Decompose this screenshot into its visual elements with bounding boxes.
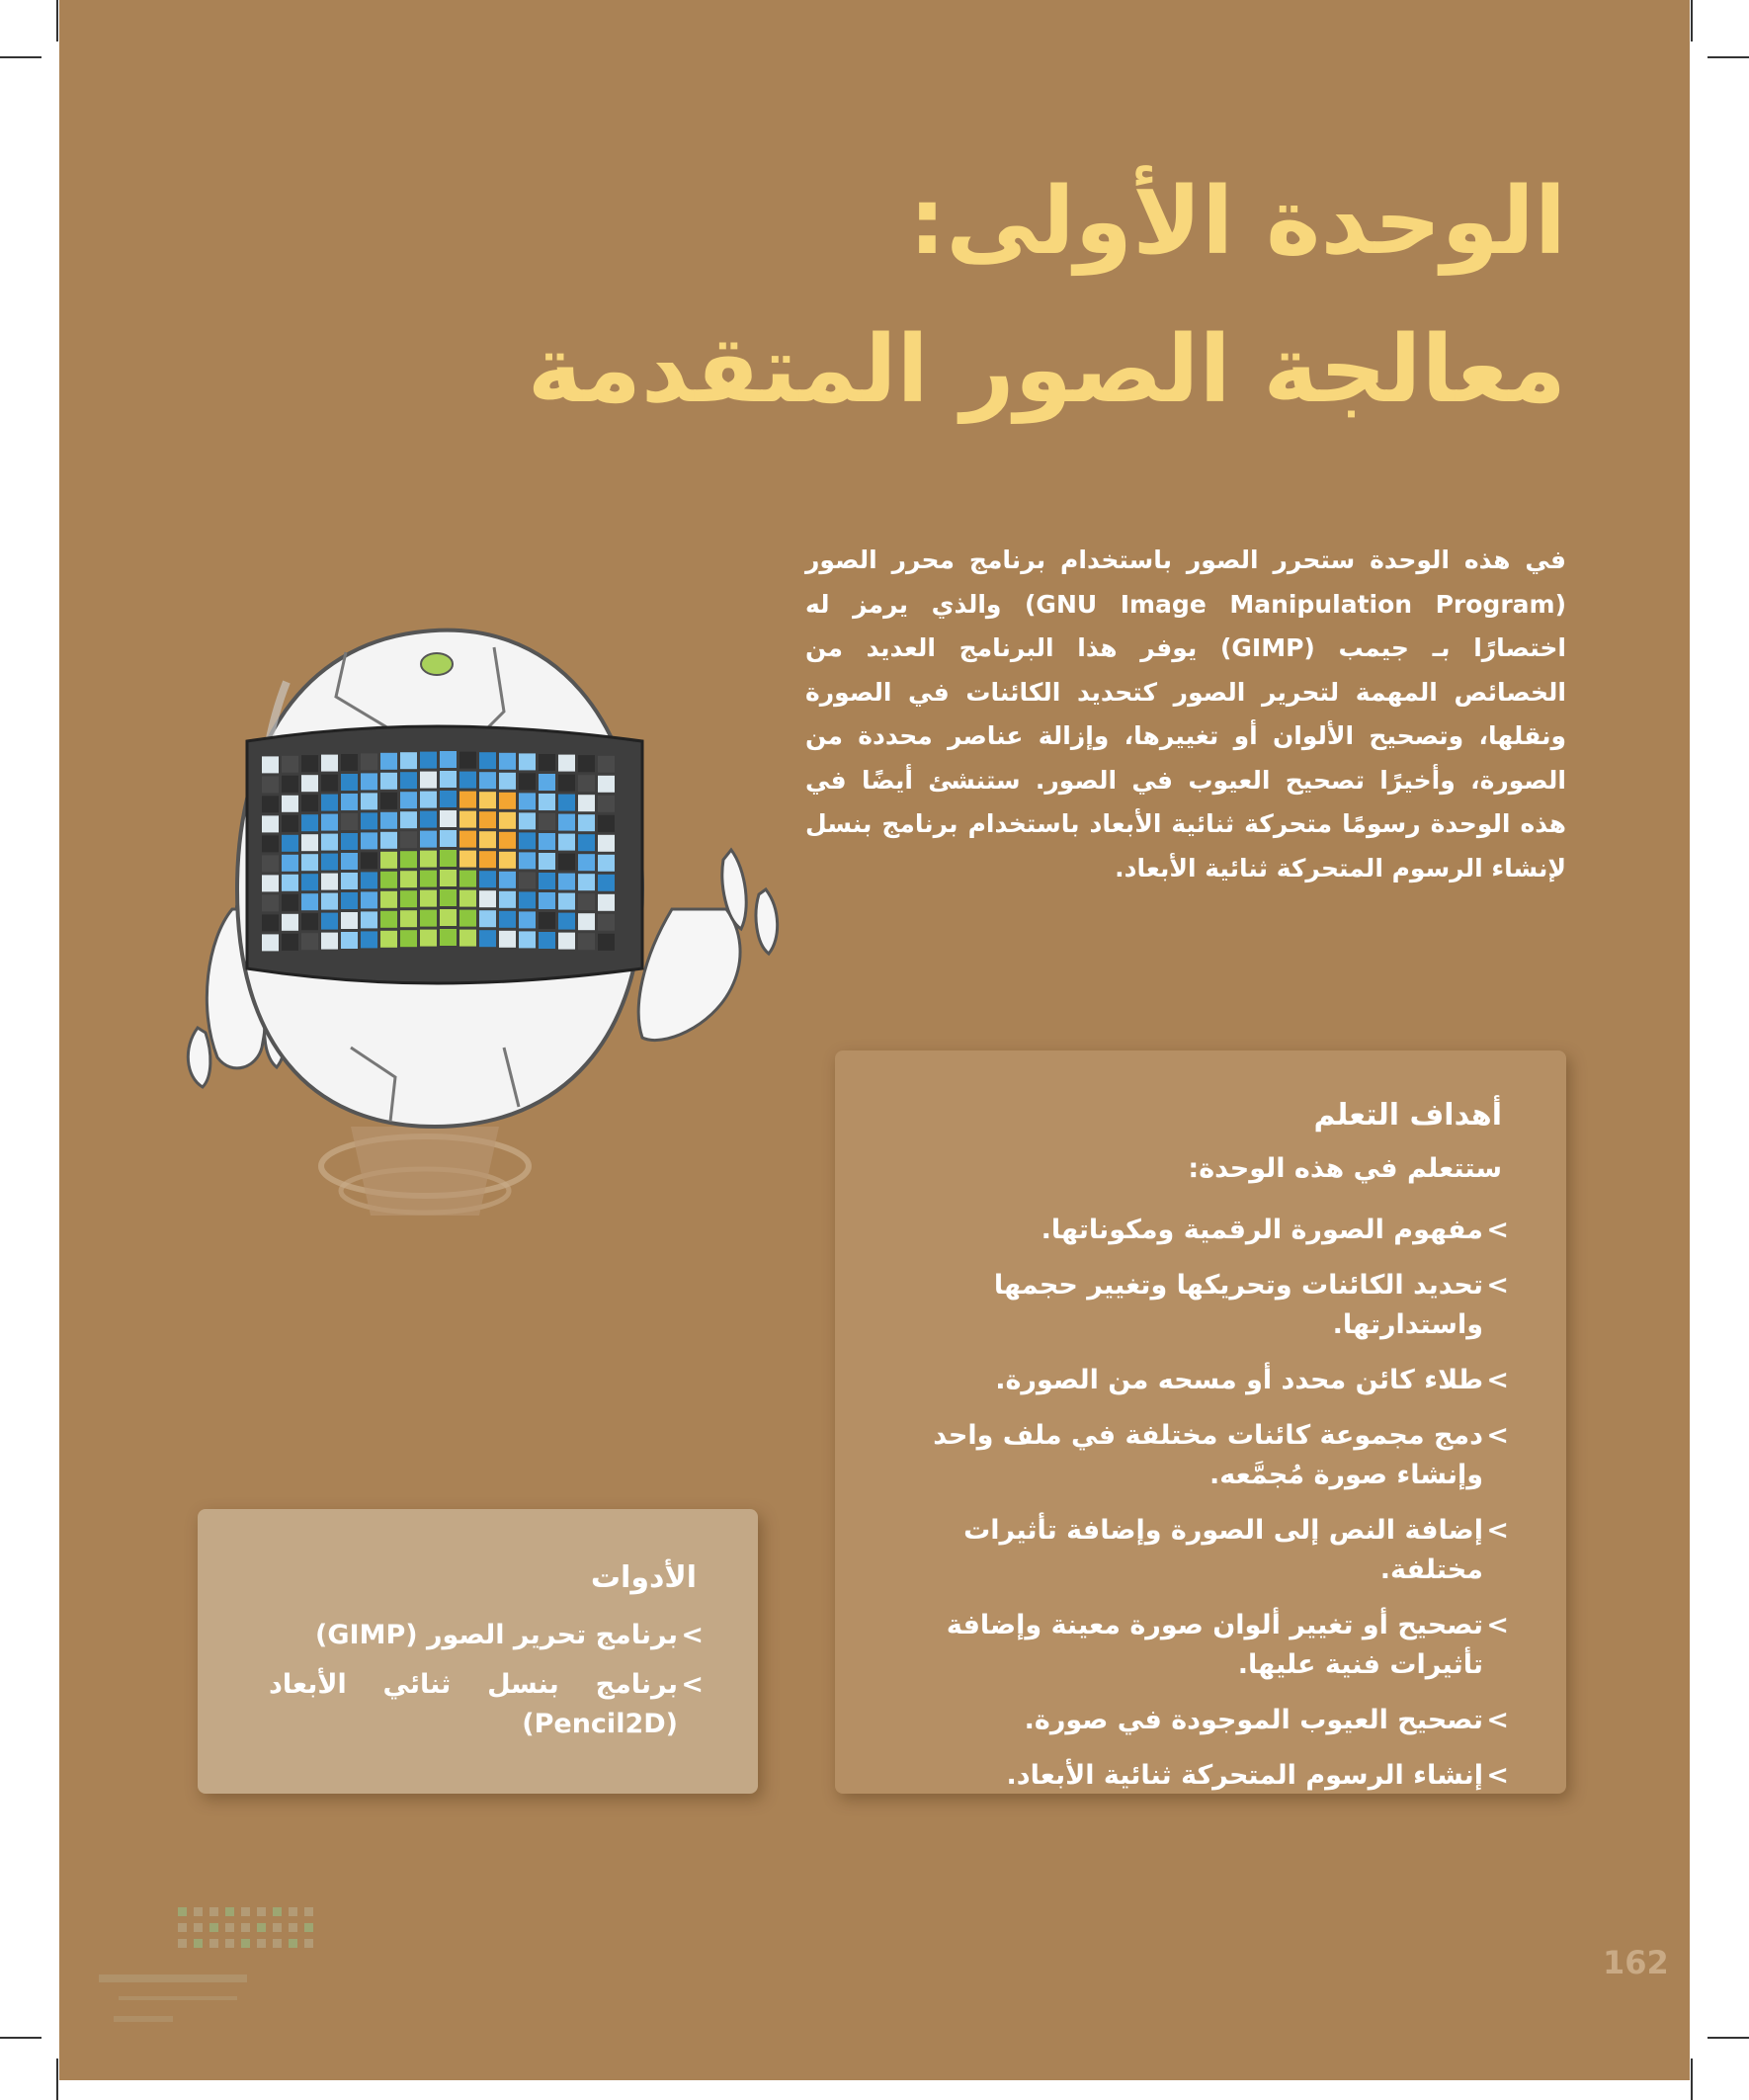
list-item: > إنشاء الرسوم المتحركة ثنائية الأبعاد. — [896, 1756, 1509, 1796]
crop-mark — [0, 56, 42, 58]
objectives-lead: ستتعلم في هذه الوحدة: — [1188, 1153, 1502, 1184]
unit-title-line-2: معالجة الصور المتقدمة — [527, 316, 1566, 424]
crop-mark — [0, 2037, 42, 2039]
list-item: > طلاء كائن محدد أو مسحه من الصورة. — [896, 1361, 1509, 1400]
bullet-icon: > — [1486, 1515, 1509, 1546]
bullet-icon: > — [1486, 1215, 1509, 1245]
bullet-icon: > — [1486, 1610, 1509, 1640]
learning-objectives-box — [835, 1050, 1566, 1794]
crop-mark — [1707, 2037, 1749, 2039]
list-item: > إضافة النص إلى الصورة وإضافة تأثيرات مختلفة. — [896, 1511, 1509, 1590]
crop-mark — [56, 0, 58, 42]
tools-list — [269, 1616, 704, 1754]
ministry-logo — [89, 1897, 326, 2046]
list-item: > برنامج تحرير الصور (GIMP) — [269, 1616, 704, 1655]
bullet-icon: > — [681, 1669, 704, 1700]
crop-mark — [1691, 0, 1693, 42]
crop-mark — [56, 2058, 58, 2100]
bullet-icon: > — [1486, 1705, 1509, 1735]
list-item: > دمج مجموعة كائنات مختلفة في ملف واحد وإنشاء صورة مُجمَّعه. — [896, 1416, 1509, 1495]
bullet-icon: > — [1486, 1365, 1509, 1395]
intro-paragraph: في هذه الوحدة ستحرر الصور باستخدام برنامج محرر الصور (GNU Image Manipulation Program) والذي يرمز له اختصارًا بـ جيمب (GIMP) يوفر هذا البرنامج العديد من الخصائص المهمة لتحرير الصور كتحديد الكائنات في الصورة ونقلها، وتصحيح الألوان أو تغييرها، وإزالة عناصر محددة من الصورة، وأخيرًا تصحيح العيوب في الصور. ستنشئ أيضًا في هذه الوحدة رسومًا متحركة ثنائية الأبعاد باستخدام برنامج بنسل لإنشاء الرسوم المتحركة ثنائية الأبعاد. — [805, 546, 1567, 882]
list-item: > تحديد الكائنات وتحريكها وتغيير حجمها واستدارتها. — [896, 1266, 1509, 1345]
unit-title — [380, 148, 1566, 445]
robot-illustration — [178, 613, 850, 1225]
bullet-icon: > — [1486, 1270, 1509, 1301]
list-item: > تصحيح أو تغيير ألوان صورة معينة وإضافة تأثيرات فنية عليها. — [896, 1606, 1509, 1685]
crop-mark — [1691, 2058, 1693, 2100]
list-item: > مفهوم الصورة الرقمية ومكوناتها. — [896, 1211, 1509, 1250]
list-item: > برنامج بنسل ثنائي الأبعاد (Pencil2D) — [269, 1665, 704, 1744]
bullet-icon: > — [1486, 1420, 1509, 1451]
bullet-icon: > — [681, 1620, 704, 1650]
tools-box — [198, 1509, 758, 1794]
list-item: > تصحيح العيوب الموجودة في صورة. — [896, 1701, 1509, 1740]
tools-heading: الأدوات — [590, 1560, 697, 1595]
objectives-list — [896, 1211, 1509, 1811]
unit-title-line-1: الوحدة الأولى: — [908, 168, 1566, 276]
crop-mark — [1707, 56, 1749, 58]
bullet-icon: > — [1486, 1760, 1509, 1791]
page-number: 162 — [1603, 1944, 1669, 1981]
objectives-heading: أهداف التعلم — [1313, 1098, 1502, 1133]
